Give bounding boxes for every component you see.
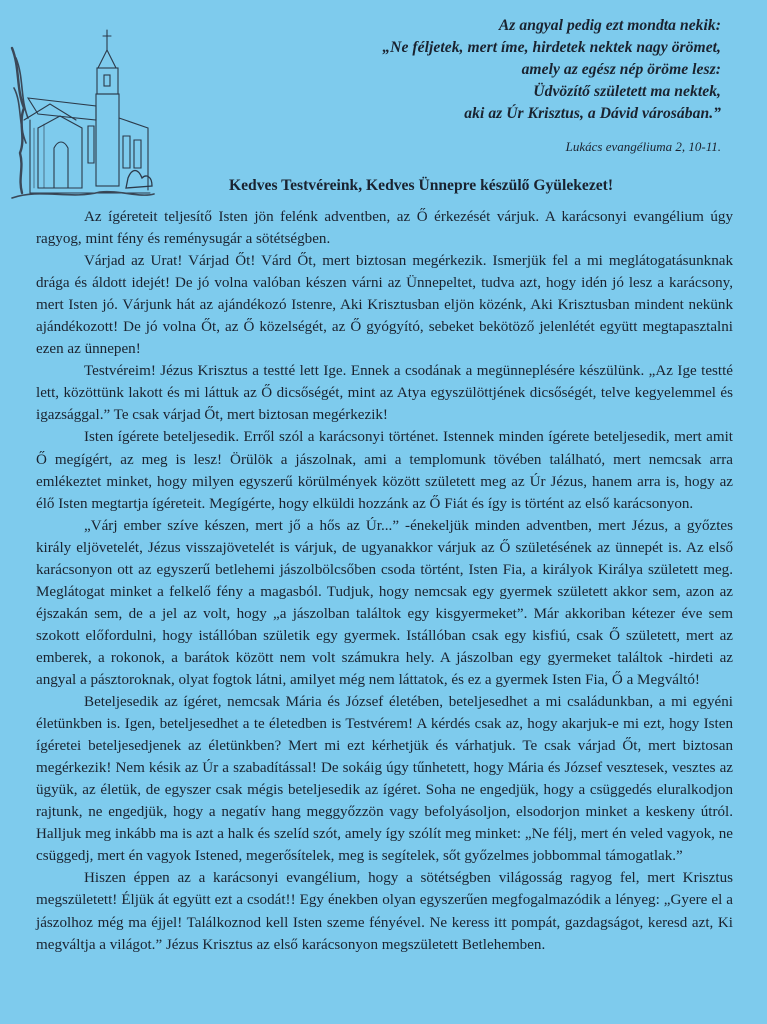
paragraph: Várjad az Urat! Várjad Őt! Várd Őt, mert biztosan megérkezik. Ismerjük fel a mi meglátogatásunknak drága és áldott idejét! De jó volna valóban készen várni az Ünnepeltet, tudva azt, hogy idén jó lesz a karácsony, mert Isten jó. Várjunk hát az ajándékozó Istenre, Aki Krisztusban eljön közénk, Aki Krisztusban mindent nekünk ajándékozott! De jó volna Őt, az Ő közelségét, az Ő gyógyító, sebeket bekötöző jelenlétét együtt megtapasztalni ezen az ünnepen! <box>36 253 733 358</box>
quote-line: amely az egész nép öröme lesz: <box>521 61 721 78</box>
paragraph: Hiszen éppen az a karácsonyi evangélium, hogy a sötétségben világosság ragyog fel, mert Krisztus megszületett! Éljük át együtt ezt a csodát!! Egy énekben olyan egyszerűen megfogalmazódik a lényeg: „Gyere el a jászolhoz még ma éjjel! Találkoznod kell Isten szeme fényével. Ne keress itt pompát, gazdagságot, keresd azt, Ki megváltja a világot.” Jézus Krisztus az első karácsonyon megszületett Betlehemben. <box>36 870 733 953</box>
quote-line: „Ne féljetek, mert íme, hirdetek nektek nagy örömet, <box>382 39 721 56</box>
quote-line: Az angyal pedig ezt mondta nekik: <box>498 17 721 34</box>
quote-source: Lukács evangéliuma 2, 10-11. <box>565 139 721 154</box>
paragraph: Testvéreim! Jézus Krisztus a testté lett Ige. Ennek a csodának a megünneplésére készülünk. „Az Ige testté lett, közöttünk lakott és mi láttuk az Ő dicsőségét, mint az Atya egyszülöttjének dicsőségét, telve kegyelemmel és igazsággal.” Te csak várjad Őt, mert biztosan megérkezik! <box>36 363 733 424</box>
greeting-heading: Kedves Testvéreink, Kedves Ünnepre készülő Gyülekezet! <box>229 177 614 194</box>
quote-line: Üdvözítő született ma nektek, <box>533 83 721 100</box>
church-illustration <box>10 28 155 210</box>
bible-quote <box>261 15 721 125</box>
paragraph: Isten ígérete beteljesedik. Erről szól a karácsonyi történet. Istennek minden ígérete beteljesedik, mert amit Ő megígért, az meg is lesz! Örülök a jászolnak, ami a templomunk tövében található, mert nemcsak arra emlékeztet minket, hogy milyen egyszerű körülmények között született meg az Úr Jézus, hanem arra is, hogy az élő Isten megtartja ígéreteit. Megígérte, hogy elküldi hozzánk az Ő Fiát és így is történt az első karácsonyon. <box>36 429 733 512</box>
quote-line: aki az Úr Krisztus, a Dávid városában.” <box>464 105 721 122</box>
paragraph: „Várj ember szíve készen, mert jő a hős az Úr...” -énekeljük minden adventben, mert Jézus, a győztes király eljövetelét, Jézus visszajövetelét is várjuk, de ugyanakkor várjuk az Ő születésének az ünnepét is. Az első karácsonyon ott az egyszerű betlehemi jászolbölcsőben csoda történt, Isten Fia, a királyok Királya született meg. Meglátogat minket a felkelő fény a magasból. Tudjuk, hogy nemcsak egy gyermek született akkor sem, azon az éjszakán sem, de a jel az volt, hogy „a jászolban találtok egy kisgyermeket”. Már akkoriban kétezer éve sem szokott előfordulni, hogy istállóban születik egy gyermek. Istállóban csak egy kisfiú, csak Ő született, mert az emberek, a rokonok, a barátok között nem volt számukra hely. A jászolban egy gyermeket találtok -hirdeti az angyal a pásztoroknak, olyat fogtok látni, amilyet még nem láttatok, és ez a gyermek Isten Fia, Ő a Megváltó! <box>36 517 733 688</box>
paragraph: Beteljesedik az ígéret, nemcsak Mária és József életében, beteljesedhet a mi családunkban, a mi egyéni életünkben is. Igen, beteljesedhet a te életedben is Testvérem! A kérdés csak az, hogy akarjuk-e mi ezt, hogy Isten ígéretei beteljesedjenek az életünkben? Mert mi ezt kérhetjük és várhatjuk. Te csak várjad Őt, mert biztosan megérkezik! Nem késik az Úr a szabadítással! De sokáig úgy tűnhetett, hogy Mária és József vesztesek, vesztes az ügyük, az életük, de egyszer csak mégis beteljesedik az ígéret. Soha ne engedjük, hogy a csüggedés eluralkodjon rajtunk, ne engedjük, hogy a negatív hang meggyőzzön vagy befolyásoljon, elsodorjon minket a keskeny útról. Halljuk meg inkább ma is azt a halk és szelíd szót, amely így szólít meg minket: „Ne félj, mert én veled vagyok, ne csüggedj, mert én vagyok Istened, megerősítelek, meg is segítelek, sőt győzelmes jobbommal támogatlak.” <box>36 694 733 865</box>
letter-body <box>36 206 733 956</box>
paragraph: Az ígéreteit teljesítő Isten jön felénk adventben, az Ő érkezését várjuk. A karácsonyi evangélium úgy ragyog, mint fény és reménysugár a sötétségben. <box>36 209 733 248</box>
